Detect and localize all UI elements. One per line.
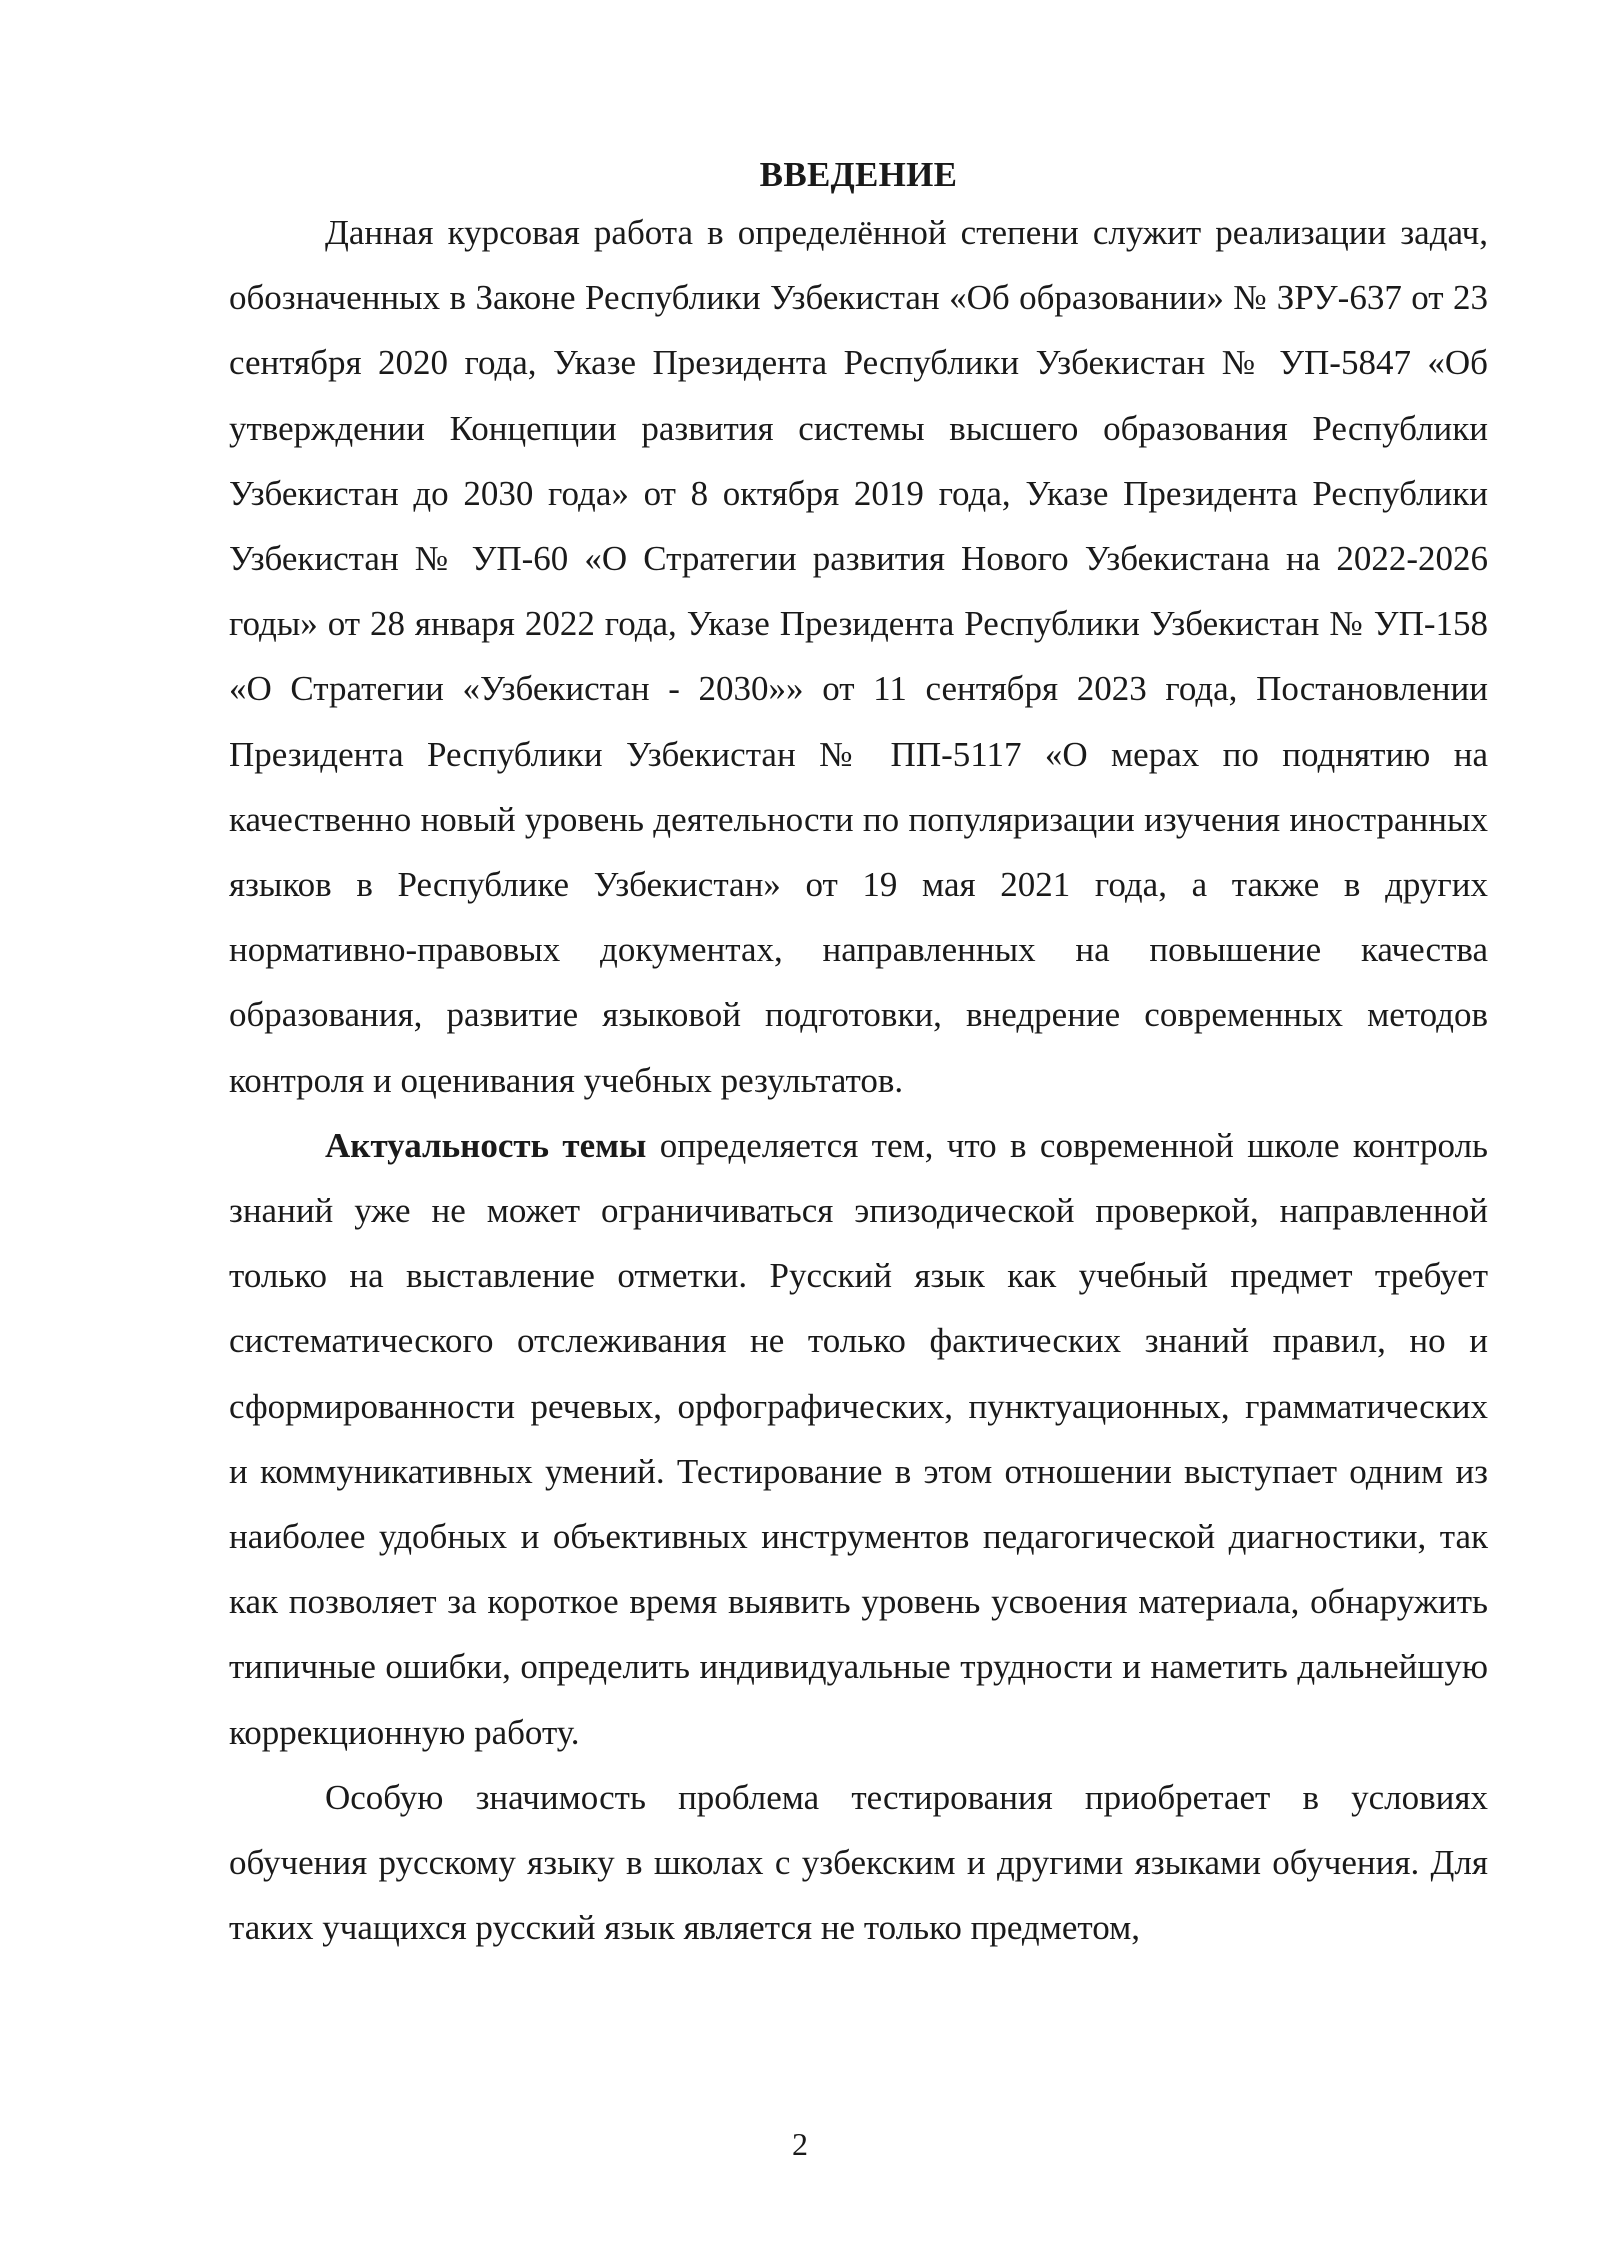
page-number: 2	[792, 2126, 808, 2162]
paragraph-relevance	[229, 1113, 1488, 1765]
paragraph-relevance-text: определяется тем, что в современной школе контроль знаний уже не может ограничиваться эпизодической проверкой, направленной только на выставление отметки. Русский язык как учебный предмет требует систематического отслеживания не только фактических знаний правил, но и сформированности речевых, орфографических, пунктуационных, грамматических и коммуникативных умений. Тестирование в этом отношении выступает одним из наиболее удобных и объективных инструментов педагогической диагностики, так как позволяет за короткое время выявить уровень усвоения материала, обнаружить типичные ошибки, определить индивидуальные трудности и наметить дальнейшую коррекционную работу.	[229, 1125, 1488, 1752]
section-heading: ВВЕДЕНИЕ	[759, 155, 958, 194]
paragraph-intro-text: Данная курсовая работа в определённой степени служит реализации задач, обозначенных в Законе Республики Узбекистан «Об образовании» № ЗРУ-637 от 23 сентября 2020 года, Указе Президента Республики Узбекистан № УП-5847 «Об утверждении Концепции развития системы высшего образования Республики Узбекистан до 2030 года» от 8 октября 2019 года, Указе Президента Республики Узбекистан № УП-60 «О Стратегии развития Нового Узбекистана на 2022-2026 годы» от 28 января 2022 года, Указе Президента Республики Узбекистан № УП-158 «О Стратегии «Узбекистан - 2030»» от 11 сентября 2023 года, Постановлении Президента Республики Узбекистан № ПП-5117 «О мерах по поднятию на качественно новый уровень деятельности по популяризации изучения иностранных языков в Республике Узбекистан» от 19 мая 2021 года, а также в других нормативно-правовых документах, направленных на повышение качества образования, развитие языковой подготовки, внедрение современных методов контроля и оценивания учебных результатов.	[229, 213, 1488, 1100]
relevance-bold-lead: Актуальность темы	[325, 1125, 647, 1165]
page-body	[229, 150, 1488, 1960]
paragraph-significance-text: Особую значимость проблема тестирования приобретает в условиях обучения русскому языку в школах с узбекским и другими языками обучения. Для таких учащихся русский язык является не только предметом,	[229, 1777, 1488, 1948]
paragraph-significance	[229, 1765, 1488, 1961]
paragraph-intro	[229, 200, 1488, 1113]
